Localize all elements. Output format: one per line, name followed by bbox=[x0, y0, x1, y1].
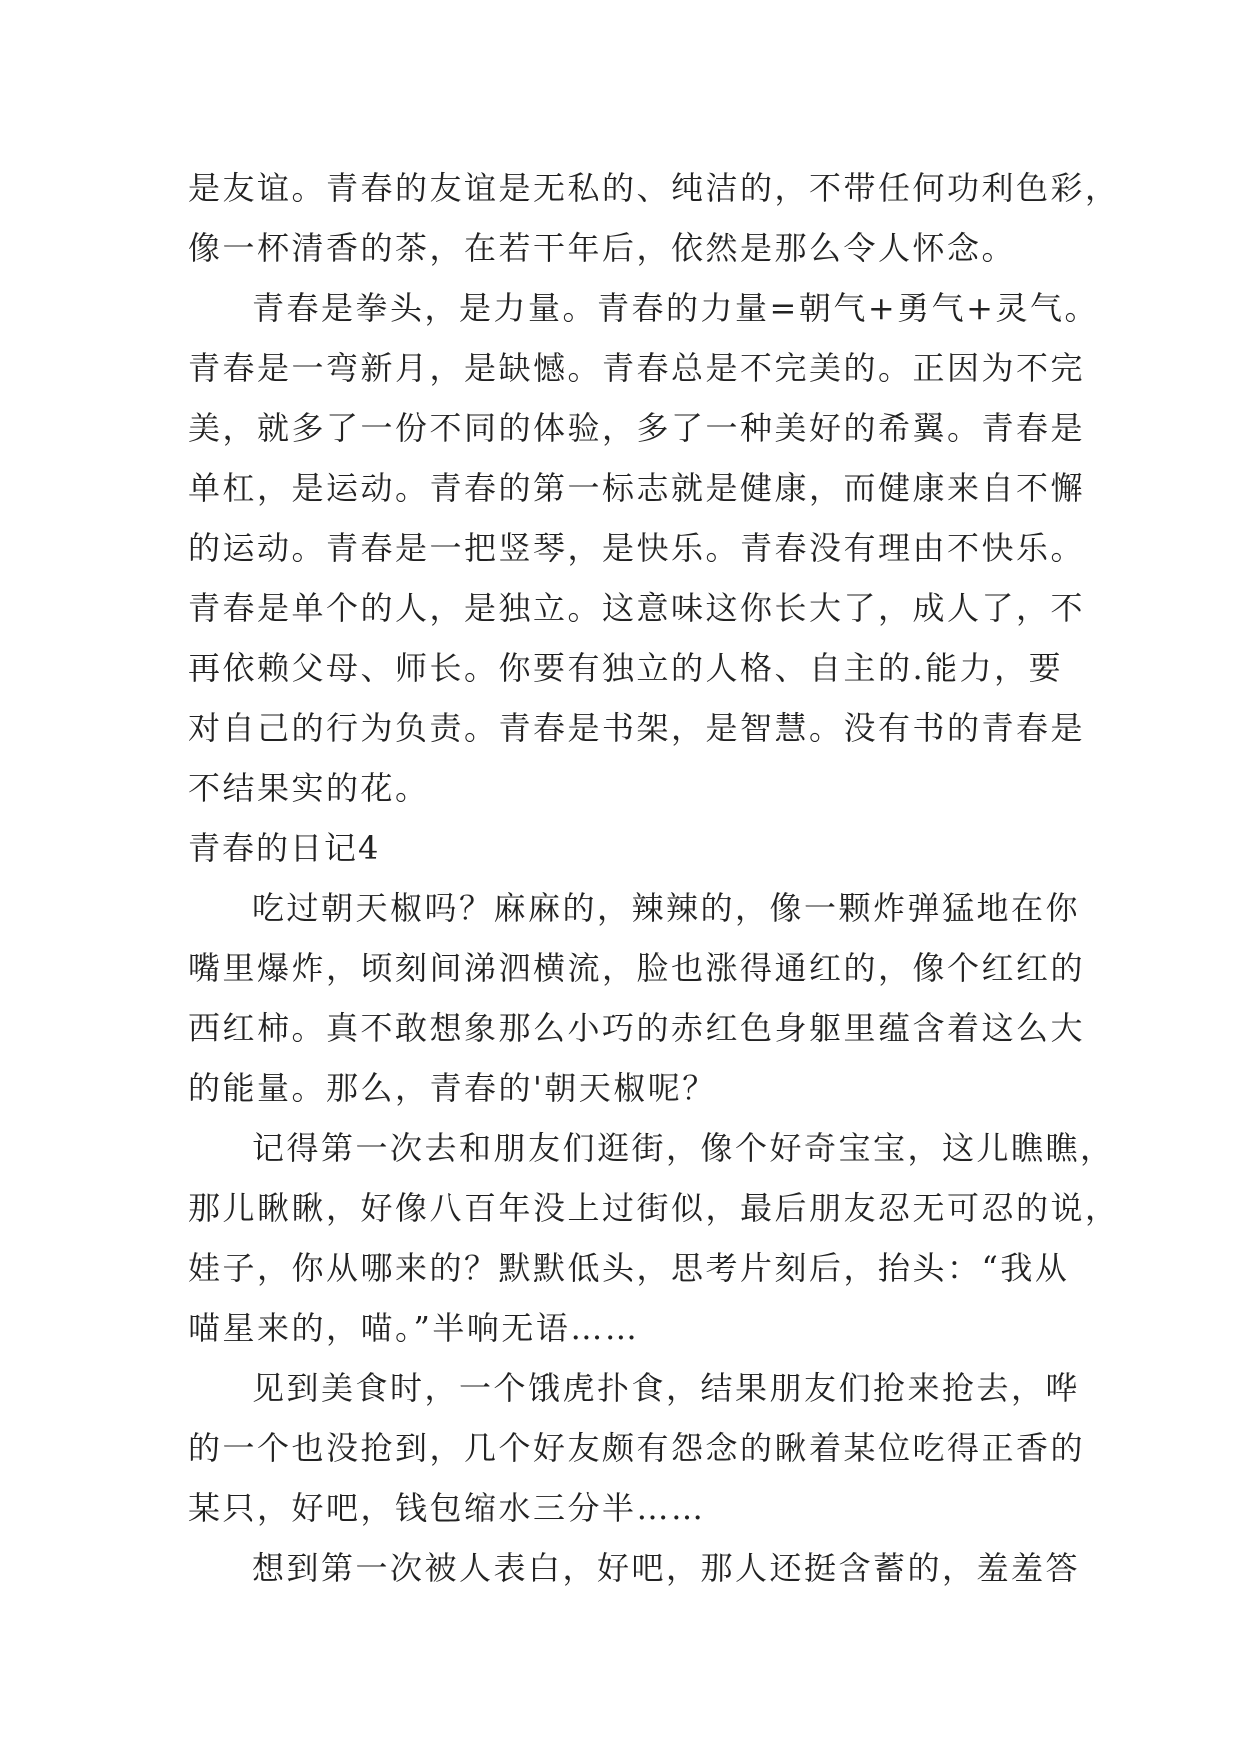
text-line: 再依赖父母、师长。你要有独立的人格、自主的.能力，要 bbox=[188, 649, 1064, 687]
text-line: 青春是拳头，是力量。青春的力量=朝气+勇气+灵气。 bbox=[252, 289, 1099, 327]
text-line: 美，就多了一份不同的体验，多了一种美好的希翼。青春是 bbox=[188, 409, 1086, 447]
text-line: 单杠，是运动。青春的第一标志就是健康，而健康来自不懈 bbox=[188, 469, 1086, 507]
text-line: 不结果实的花。 bbox=[188, 769, 430, 807]
text-line: 某只，好吧，钱包缩水三分半…… bbox=[188, 1489, 706, 1527]
text-line: 记得第一次去和朋友们逛街，像个好奇宝宝，这儿瞧瞧， bbox=[252, 1129, 1115, 1167]
text-line: 想到第一次被人表白，好吧，那人还挺含蓄的，羞羞答 bbox=[252, 1549, 1081, 1587]
text-line: 娃子，你从哪来的？默默低头，思考片刻后，抬头：“我从 bbox=[188, 1249, 1070, 1287]
text-line: 嘴里爆炸，顷刻间涕泗横流，脸也涨得通红的，像个红红的 bbox=[188, 949, 1086, 987]
text-line: 青春是一弯新月，是缺憾。青春总是不完美的。正因为不完 bbox=[188, 349, 1086, 387]
text-line: 西红柿。真不敢想象那么小巧的赤红色身躯里蕴含着这么大 bbox=[188, 1009, 1086, 1047]
text-line: 那儿瞅瞅，好像八百年没上过街似，最后朋友忍无可忍的说， bbox=[188, 1189, 1120, 1227]
text-line: 像一杯清香的茶，在若干年后，依然是那么令人怀念。 bbox=[188, 229, 1017, 267]
section-heading: 青春的日记4 bbox=[188, 829, 381, 867]
text-line: 吃过朝天椒吗？麻麻的，辣辣的，像一颗炸弹猛地在你 bbox=[252, 889, 1081, 927]
text-line: 青春是单个的人，是独立。这意味这你长大了，成人了，不 bbox=[188, 589, 1086, 627]
text-line: 喵星来的，喵。”半响无语…… bbox=[188, 1309, 640, 1347]
text-line: 的一个也没抢到，几个好友颇有怨念的瞅着某位吃得正香的 bbox=[188, 1429, 1086, 1467]
text-line: 是友谊。青春的友谊是无私的、纯洁的，不带任何功利色彩， bbox=[188, 169, 1120, 207]
text-line: 的运动。青春是一把竖琴，是快乐。青春没有理由不快乐。 bbox=[188, 529, 1086, 567]
text-line: 见到美食时，一个饿虎扑食，结果朋友们抢来抢去，哗 bbox=[252, 1369, 1081, 1407]
text-line: 对自己的行为负责。青春是书架，是智慧。没有书的青春是 bbox=[188, 709, 1086, 747]
document-body bbox=[188, 158, 1120, 1598]
text-line: 的能量。那么，青春的'朝天椒呢？ bbox=[188, 1069, 717, 1107]
